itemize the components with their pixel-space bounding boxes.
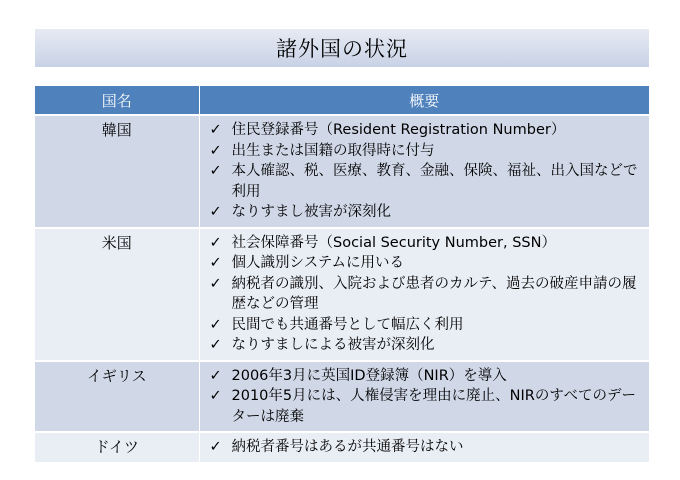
column-header-country: 国名 xyxy=(35,86,199,115)
table-row-usa xyxy=(35,228,649,361)
title-bar xyxy=(35,29,649,67)
bullet-list xyxy=(210,120,642,223)
page-title: 諸外国の状況 xyxy=(276,37,408,61)
bullet-text: 納税者番号はあるが共通番号はない xyxy=(231,439,464,455)
table-row-germany xyxy=(35,432,649,463)
bullet-text: 出生または国籍の取得時に付与 xyxy=(231,142,435,159)
country-cell: 韓国 xyxy=(35,115,199,228)
bullet-text: 2010年5月には、人権侵害を理由に廃止、NIRのすべてのデーターは廃棄 xyxy=(231,388,637,425)
list-item xyxy=(210,253,642,274)
list-item xyxy=(210,233,642,254)
list-item xyxy=(210,274,642,315)
list-item xyxy=(210,366,642,387)
checkmark-icon: ✓ xyxy=(209,234,222,251)
country-cell: イギリス xyxy=(35,361,199,433)
summary-cell xyxy=(199,432,649,463)
table-row-korea xyxy=(35,115,649,228)
list-item xyxy=(210,335,642,356)
bullet-text: なりすましによる被害が深刻化 xyxy=(231,337,435,353)
summary-cell xyxy=(199,361,649,433)
summary-cell xyxy=(199,115,649,228)
list-item xyxy=(210,202,642,223)
bullet-text: 社会保障番号（Social Security Number, SSN） xyxy=(231,234,556,251)
list-item xyxy=(210,120,642,141)
bullet-list xyxy=(210,366,642,428)
checkmark-icon: ✓ xyxy=(209,142,222,159)
checkmark-icon: ✓ xyxy=(209,367,222,384)
list-item xyxy=(210,437,642,458)
checkmark-icon: ✓ xyxy=(209,255,222,271)
bullet-text: 本人確認、税、医療、教育、金融、保険、福祉、出入国などで利用 xyxy=(231,163,638,200)
table-header-row xyxy=(35,86,649,115)
bullet-text: 住民登録番号（Resident Registration Number） xyxy=(231,122,566,138)
bullet-text: 2006年3月に英国ID登録簿（NIR）を導入 xyxy=(231,367,507,384)
countries-overview-table xyxy=(35,86,649,464)
bullet-text: 個人識別システムに用いる xyxy=(231,255,405,271)
list-item xyxy=(210,315,642,336)
checkmark-icon: ✓ xyxy=(209,275,222,292)
list-item xyxy=(210,141,642,162)
country-cell: 米国 xyxy=(35,228,199,361)
checkmark-icon: ✓ xyxy=(209,337,222,353)
checkmark-icon: ✓ xyxy=(209,316,222,333)
bullet-text: 納税者の識別、入院および患者のカルテ、過去の破産申請の履歴などの管理 xyxy=(231,275,637,312)
checkmark-icon: ✓ xyxy=(209,163,222,179)
summary-cell xyxy=(199,228,649,361)
checkmark-icon: ✓ xyxy=(209,439,222,455)
table-row-uk xyxy=(35,361,649,433)
list-item xyxy=(210,161,642,202)
checkmark-icon: ✓ xyxy=(209,204,222,220)
checkmark-icon: ✓ xyxy=(209,122,222,138)
column-header-summary: 概要 xyxy=(199,86,649,115)
checkmark-icon: ✓ xyxy=(209,388,222,404)
bullet-list xyxy=(210,233,642,356)
bullet-text: 民間でも共通番号として幅広く利用 xyxy=(231,316,464,333)
bullet-list xyxy=(210,437,642,458)
bullet-text: なりすまし被害が深刻化 xyxy=(231,204,391,220)
country-cell: ドイツ xyxy=(35,432,199,463)
list-item xyxy=(210,386,642,427)
